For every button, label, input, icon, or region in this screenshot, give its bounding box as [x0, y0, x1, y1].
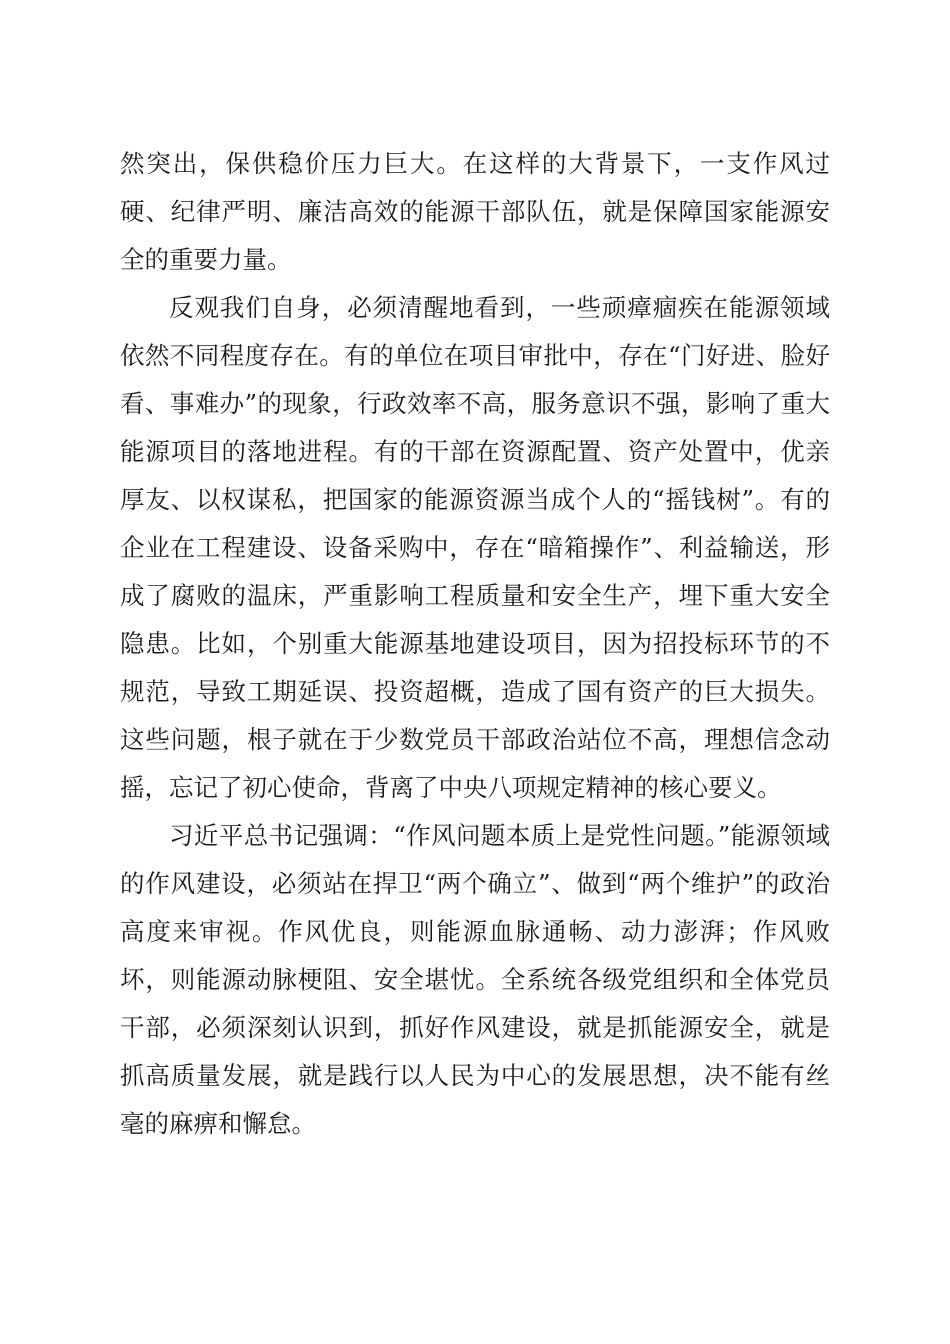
paragraph: 反观我们自身，必须清醒地看到，一些顽瘴痼疾在能源领域依然不同程度存在。有的单位在项目审批中，存在“门好进、脸好看、事难办”的现象，行政效率不高，服务意识不强，影响了重大能源项目的落地进程。有的干部在资源配置、资产处置中，优亲厚友、以权谋私，把国家的能源资源当成个人的“摇钱树”。有的企业在工程建设、设备采购中，存在“暗箱操作”、利益输送，形成了腐败的温床，严重影响工程质量和安全生产，埋下重大安全隐患。比如，个别重大能源基地建设项目，因为招投标环节的不规范，导致工期延误、投资超概，造成了国有资产的巨大损失。这些问题，根子就在于少数党员干部政治站位不高，理想信念动摇，忘记了初心使命，背离了中央八项规定精神的核心要义。: [120, 293, 830, 802]
paragraph: 习近平总书记强调：“作风问题本质上是党性问题。”能源领域的作风建设，必须站在捍卫“两个确立”、做到“两个维护”的政治高度来审视。作风优良，则能源血脉通畅、动力澎湃；作风败坏，则能源动脉梗阻、安全堪忧。全系统各级党组织和全体党员干部，必须深刻认识到，抓好作风建设，就是抓能源安全，就是抓高质量发展，就是践行以人民为中心的发展思想，决不能有丝毫的麻痹和懈怠。: [120, 821, 830, 1138]
document-body: [120, 140, 830, 1148]
paragraph-continued: 然突出，保供稳价压力巨大。在这样的大背景下，一支作风过硬、纪律严明、廉洁高效的能源干部队伍，就是保障国家能源安全的重要力量。: [120, 149, 830, 274]
